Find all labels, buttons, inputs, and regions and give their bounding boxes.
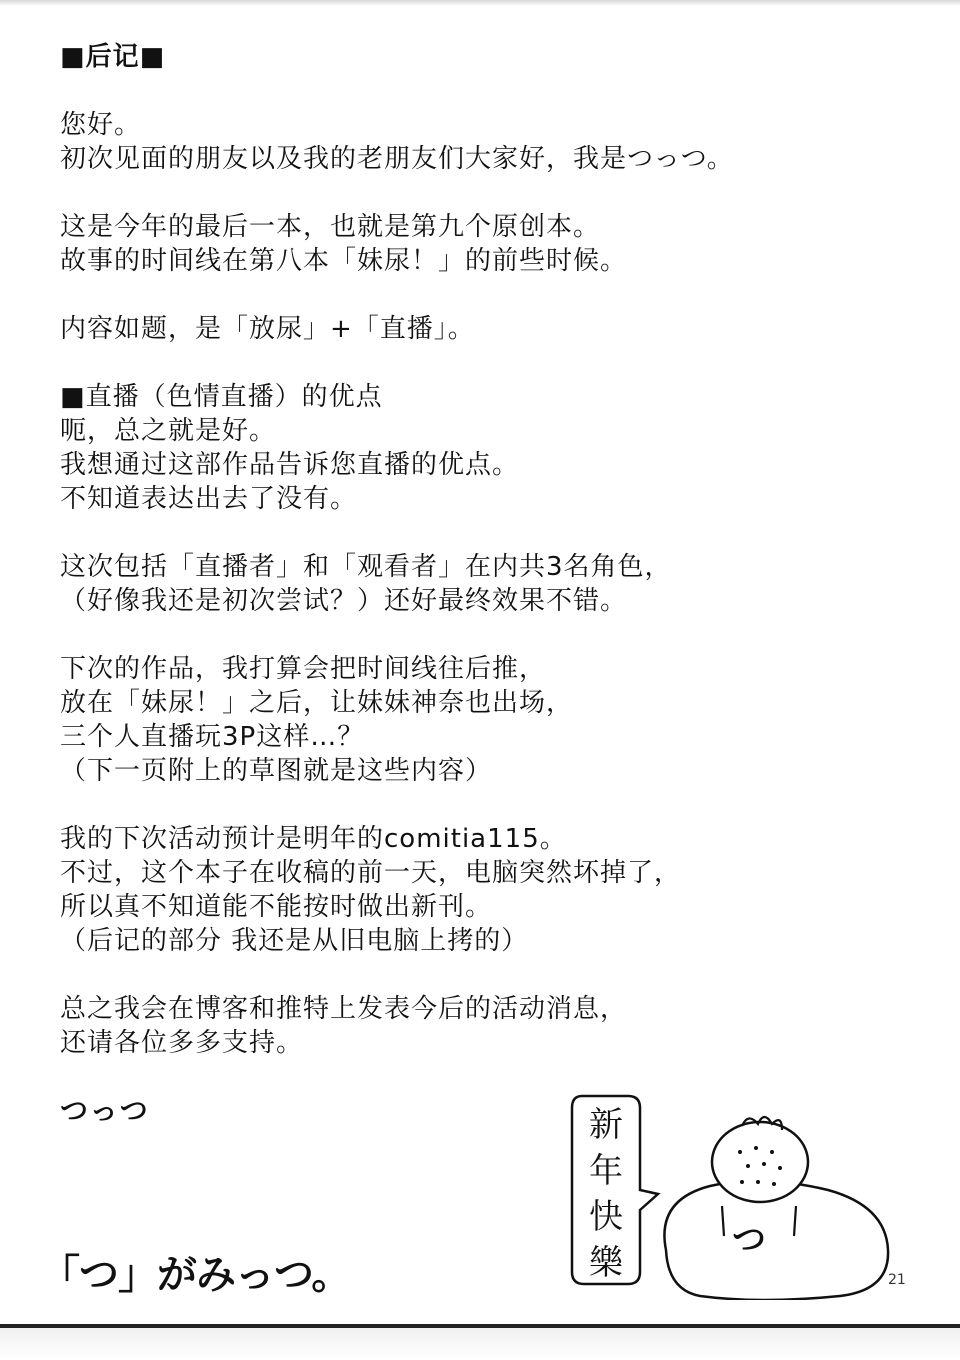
closing-line: 还请各位多多支持。 bbox=[60, 1028, 304, 1058]
top-edge-shadow bbox=[0, 0, 960, 6]
afterword-heading: ■后记■ bbox=[60, 42, 166, 72]
event-line: （后记的部分 我还是从旧电脑上拷的） bbox=[60, 926, 529, 956]
page-number: 21 bbox=[888, 1272, 906, 1288]
greeting-line: 初次见面的朋友以及我的老朋友们大家好，我是つっつ。 bbox=[60, 144, 734, 174]
circle-logo: 「つ」がみっつ。 bbox=[40, 1252, 351, 1298]
bubble-char: 樂 bbox=[589, 1243, 623, 1283]
author-signature: つっつ bbox=[60, 1094, 150, 1127]
afterword-text bbox=[60, 40, 920, 1128]
cast-line: （好像我还是初次尝试？）还好最终效果不错。 bbox=[60, 586, 628, 616]
next-work-line: 放在「妹尿！」之后，让妹妹神奈也出场， bbox=[60, 688, 574, 718]
closing-line: 总之我会在博客和推特上发表今后的活动消息， bbox=[60, 994, 628, 1024]
cast-line: 这次包括「直播者」和「观看者」在内共3名角色， bbox=[60, 552, 672, 582]
bubble-char: 快 bbox=[589, 1197, 623, 1237]
intro-line: 故事的时间线在第八本「妹尿！」的前些时候。 bbox=[60, 246, 628, 276]
merits-line: 不知道表达出去了没有。 bbox=[60, 484, 358, 514]
bubble-char: 新 bbox=[589, 1105, 623, 1145]
bubble-char: 年 bbox=[589, 1151, 623, 1191]
event-line: 我的下次活动预计是明年的comitia115。 bbox=[60, 824, 567, 854]
new-year-illustration bbox=[560, 1090, 940, 1300]
next-work-line: 下次的作品，我打算会把时间线往后推， bbox=[60, 654, 547, 684]
mascot-head bbox=[712, 1122, 808, 1202]
merits-line: 我想通过这部作品告诉您直播的优点。 bbox=[60, 450, 520, 480]
intro-line: 这是今年的最后一本，也就是第九个原创本。 bbox=[60, 212, 601, 242]
next-work-line: 三个人直播玩3P这样…？ bbox=[60, 722, 365, 752]
next-work-line: （下一页附上的草图就是这些内容） bbox=[60, 756, 493, 786]
mascot-belly-mark: つ bbox=[732, 1220, 766, 1260]
merits-line: 呃，总之就是好。 bbox=[60, 416, 277, 446]
event-line: 不过，这个本子在收稿的前一天，电脑突然坏掉了， bbox=[60, 858, 682, 888]
bottom-edge-shadow bbox=[0, 1328, 960, 1360]
content-line: 内容如题，是「放尿」+「直播」。 bbox=[60, 314, 475, 344]
greeting-line: 您好。 bbox=[60, 110, 142, 140]
speech-bubble-text bbox=[583, 1102, 629, 1286]
event-line: 所以真不知道能不能按时做出新刊。 bbox=[60, 892, 493, 922]
merits-line: ■直播（色情直播）的优点 bbox=[60, 382, 383, 412]
